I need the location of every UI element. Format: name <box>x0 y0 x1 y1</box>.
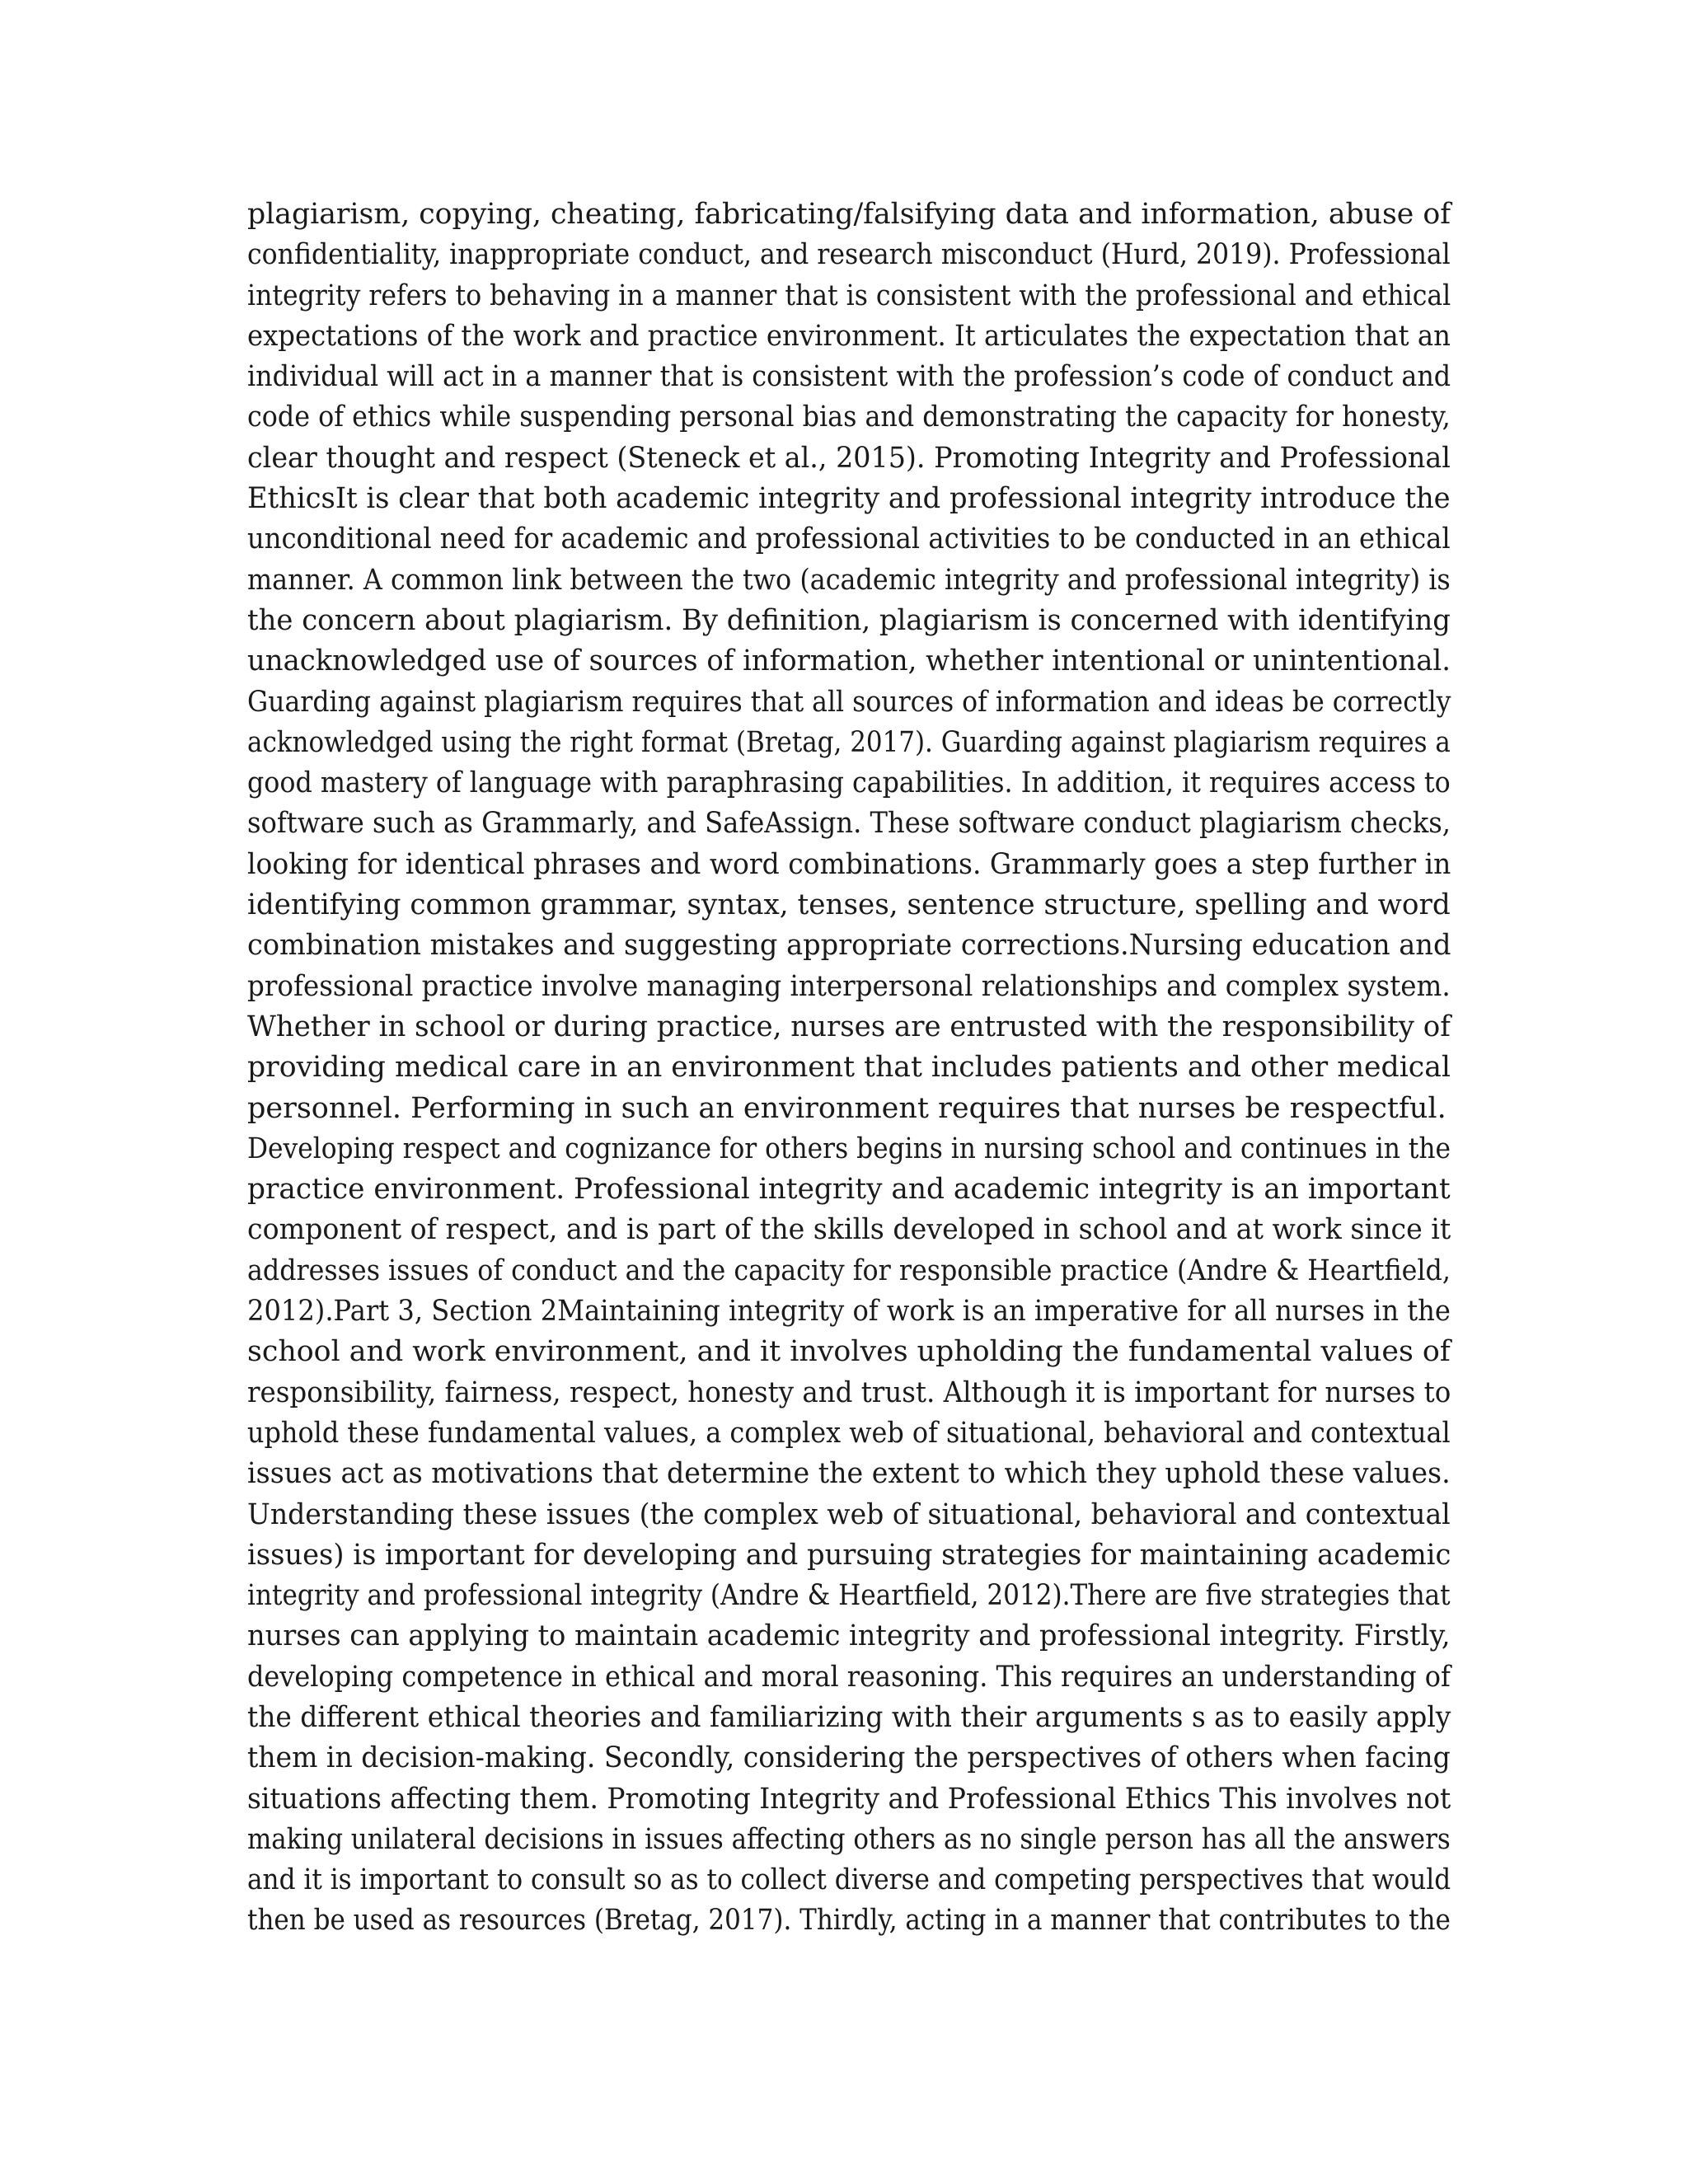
text-line: individual will act in a manner that is consistent with the profession’s code of conduct and <box>247 360 1451 394</box>
text-line: them in decision-making. Secondly, considering the perspectives of others when facing <box>247 1741 1451 1775</box>
text-line: unconditional need for academic and professional activities to be conducted in an ethical <box>247 523 1451 556</box>
text-line: code of ethics while suspending personal bias and demonstrating the capacity for honesty, <box>247 401 1451 434</box>
text-line: addresses issues of conduct and the capacity for responsible practice (Andre & Heartfield, <box>247 1254 1451 1287</box>
text-line: combination mistakes and suggesting appropriate corrections.Nursing education and <box>247 929 1451 963</box>
text-line: practice environment. Professional integrity and academic integrity is an important <box>247 1173 1451 1207</box>
text-line: identifying common grammar, syntax, tenses, sentence structure, spelling and word <box>247 888 1451 922</box>
text-line: making unilateral decisions in issues affecting others as no single person has all the answers <box>247 1822 1451 1856</box>
text-line: responsibility, fairness, respect, honesty and trust. Although it is important for nurses to <box>247 1376 1451 1409</box>
text-line: Guarding against plagiarism requires that all sources of information and ideas be correctly <box>247 685 1451 719</box>
text-line: looking for identical phrases and word combinations. Grammarly goes a step further in <box>247 847 1451 881</box>
text-line: Whether in school or during practice, nurses are entrusted with the responsibility of <box>247 1010 1451 1043</box>
text-line: and it is important to consult so as to collect diverse and competing perspectives that would <box>247 1863 1451 1897</box>
text-line: acknowledged using the right format (Bretag, 2017). Guarding against plagiarism requires a <box>247 725 1451 759</box>
text-line: professional practice involve managing interpersonal relationships and complex system. <box>247 969 1451 1003</box>
text-line: issues act as motivations that determine the extent to which they uphold these values. <box>247 1457 1451 1491</box>
text-line: plagiarism, copying, cheating, fabricating/falsifying data and information, abuse of <box>247 198 1451 231</box>
text-line: issues) is important for developing and pursuing strategies for maintaining academic <box>247 1538 1451 1572</box>
text-line: the concern about plagiarism. By definition, plagiarism is concerned with identifying <box>247 603 1451 637</box>
body-text <box>247 194 1451 1942</box>
text-line: uphold these fundamental values, a complex web of situational, behavioral and contextual <box>247 1416 1451 1450</box>
text-line: component of respect, and is part of the skills developed in school and at work since it <box>247 1213 1451 1247</box>
text-line: confidentiality, inappropriate conduct, and research misconduct (Hurd, 2019). Professional <box>247 238 1451 272</box>
text-line: unacknowledged use of sources of information, whether intentional or unintentional. <box>247 644 1451 678</box>
text-line: Understanding these issues (the complex web of situational, behavioral and contextual <box>247 1497 1451 1531</box>
text-line: manner. A common link between the two (academic integrity and professional integrity) is <box>247 563 1451 597</box>
text-line: then be used as resources (Bretag, 2017). Thirdly, acting in a manner that contributes to the <box>247 1904 1451 1938</box>
text-line: integrity refers to behaving in a manner that is consistent with the professional and ethical <box>247 279 1451 312</box>
text-line: the different ethical theories and familiarizing with their arguments s as to easily apply <box>247 1700 1451 1734</box>
text-line: developing competence in ethical and moral reasoning. This requires an understanding of <box>247 1660 1451 1694</box>
text-line: personnel. Performing in such an environment requires that nurses be respectful. <box>247 1091 1447 1125</box>
text-line: nurses can applying to maintain academic integrity and professional integrity. Firstly, <box>247 1619 1451 1653</box>
text-line: 2012).Part 3, Section 2Maintaining integrity of work is an imperative for all nurses in the <box>247 1295 1451 1329</box>
text-line: good mastery of language with paraphrasing capabilities. In addition, it requires access to <box>247 766 1451 800</box>
text-line: software such as Grammarly, and SafeAssign. These software conduct plagiarism checks, <box>247 807 1451 841</box>
text-line: situations affecting them. Promoting Integrity and Professional Ethics This involves not <box>247 1782 1451 1816</box>
text-line: providing medical care in an environment that includes patients and other medical <box>247 1051 1451 1085</box>
text-line: EthicsIt is clear that both academic integrity and professional integrity introduce the <box>247 482 1451 516</box>
text-line: expectations of the work and practice environment. It articulates the expectation that an <box>247 319 1451 353</box>
text-line: clear thought and respect (Steneck et al., 2015). Promoting Integrity and Professional <box>247 441 1451 475</box>
text-line: school and work environment, and it involves upholding the fundamental values of <box>247 1335 1451 1369</box>
text-line: integrity and professional integrity (Andre & Heartfield, 2012).There are five strategies that <box>247 1579 1451 1613</box>
text-line: Developing respect and cognizance for others begins in nursing school and continues in the <box>247 1132 1451 1165</box>
